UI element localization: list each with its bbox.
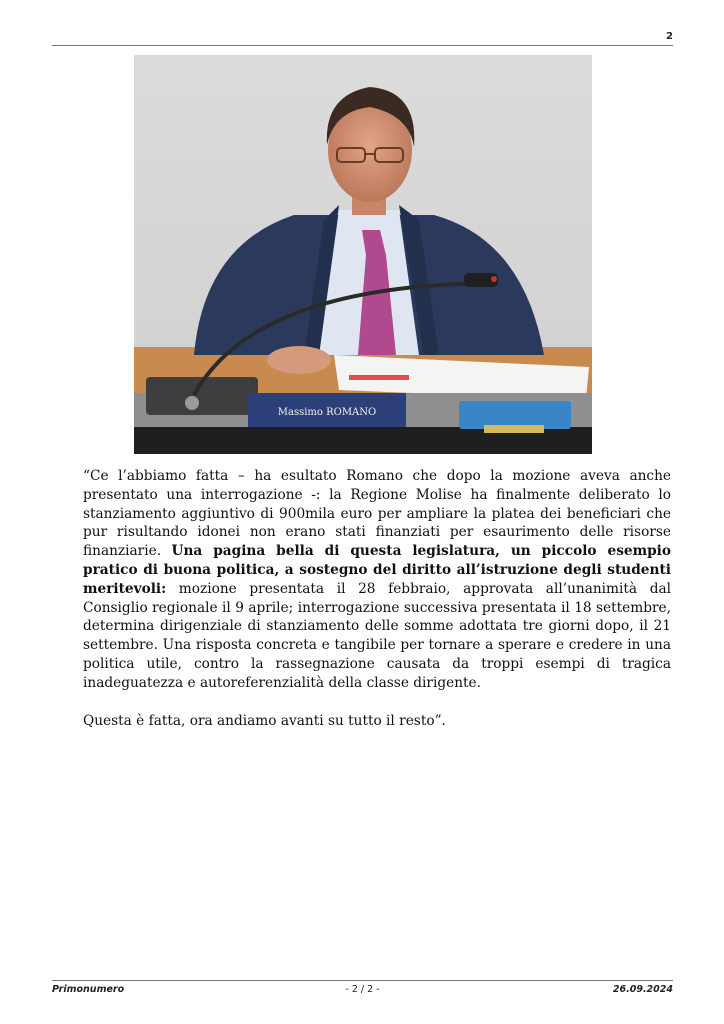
paragraph-rest: mozione presentata il 28 febbraio, approvata all’unanimità dal Consiglio regionale il 9 aprile; interrogazione successiva presentata il 18 settembre, determina dirigenziale di stanziamento delle somme adottata tre giorni dopo, il 21 settembre. Una risposta concreta e tangibile per tornare a sperare e credere in una politica utile, contro la rassegnazione causata da troppi esempi di tragica inadeguatezza e autoreferenzialità della classe dirigente. <box>83 580 671 691</box>
article-body <box>83 467 671 730</box>
nameplate-text: Massimo ROMANO <box>277 407 377 418</box>
header-rule <box>52 45 673 46</box>
paragraph-lead: “Ce l’abbiamo fatta – ha esultato Romano che dopo la mozione aveva anche presentato una interrogazione -: la Regione Molise ha finalmente deliberato lo stanziamento aggiuntivo di 900mila euro per ampliare la platea dei beneficiari che pur risultando idonei non erano stati finanziati per esaurimento delle risorse finanziarie. <box>83 468 671 560</box>
page-number: 2 <box>666 31 673 42</box>
footer-date: 26.09.2024 <box>612 984 673 995</box>
footer-page-indicator: - 2 / 2 - <box>345 984 380 995</box>
article-paragraph <box>83 467 671 693</box>
footer-publication: Primonumero <box>52 984 125 995</box>
paragraph-highlight: Una pagina bella di questa legislatura, un piccolo esempio pratico di buona politica, a sostegno del diritto all’istruzione degli studenti meritevoli: <box>83 543 671 597</box>
article-closing-paragraph: Questa è fatta, ora andiamo avanti su tutto il resto”. <box>83 712 446 729</box>
article-photo <box>134 55 592 454</box>
footer-rule <box>52 980 673 981</box>
